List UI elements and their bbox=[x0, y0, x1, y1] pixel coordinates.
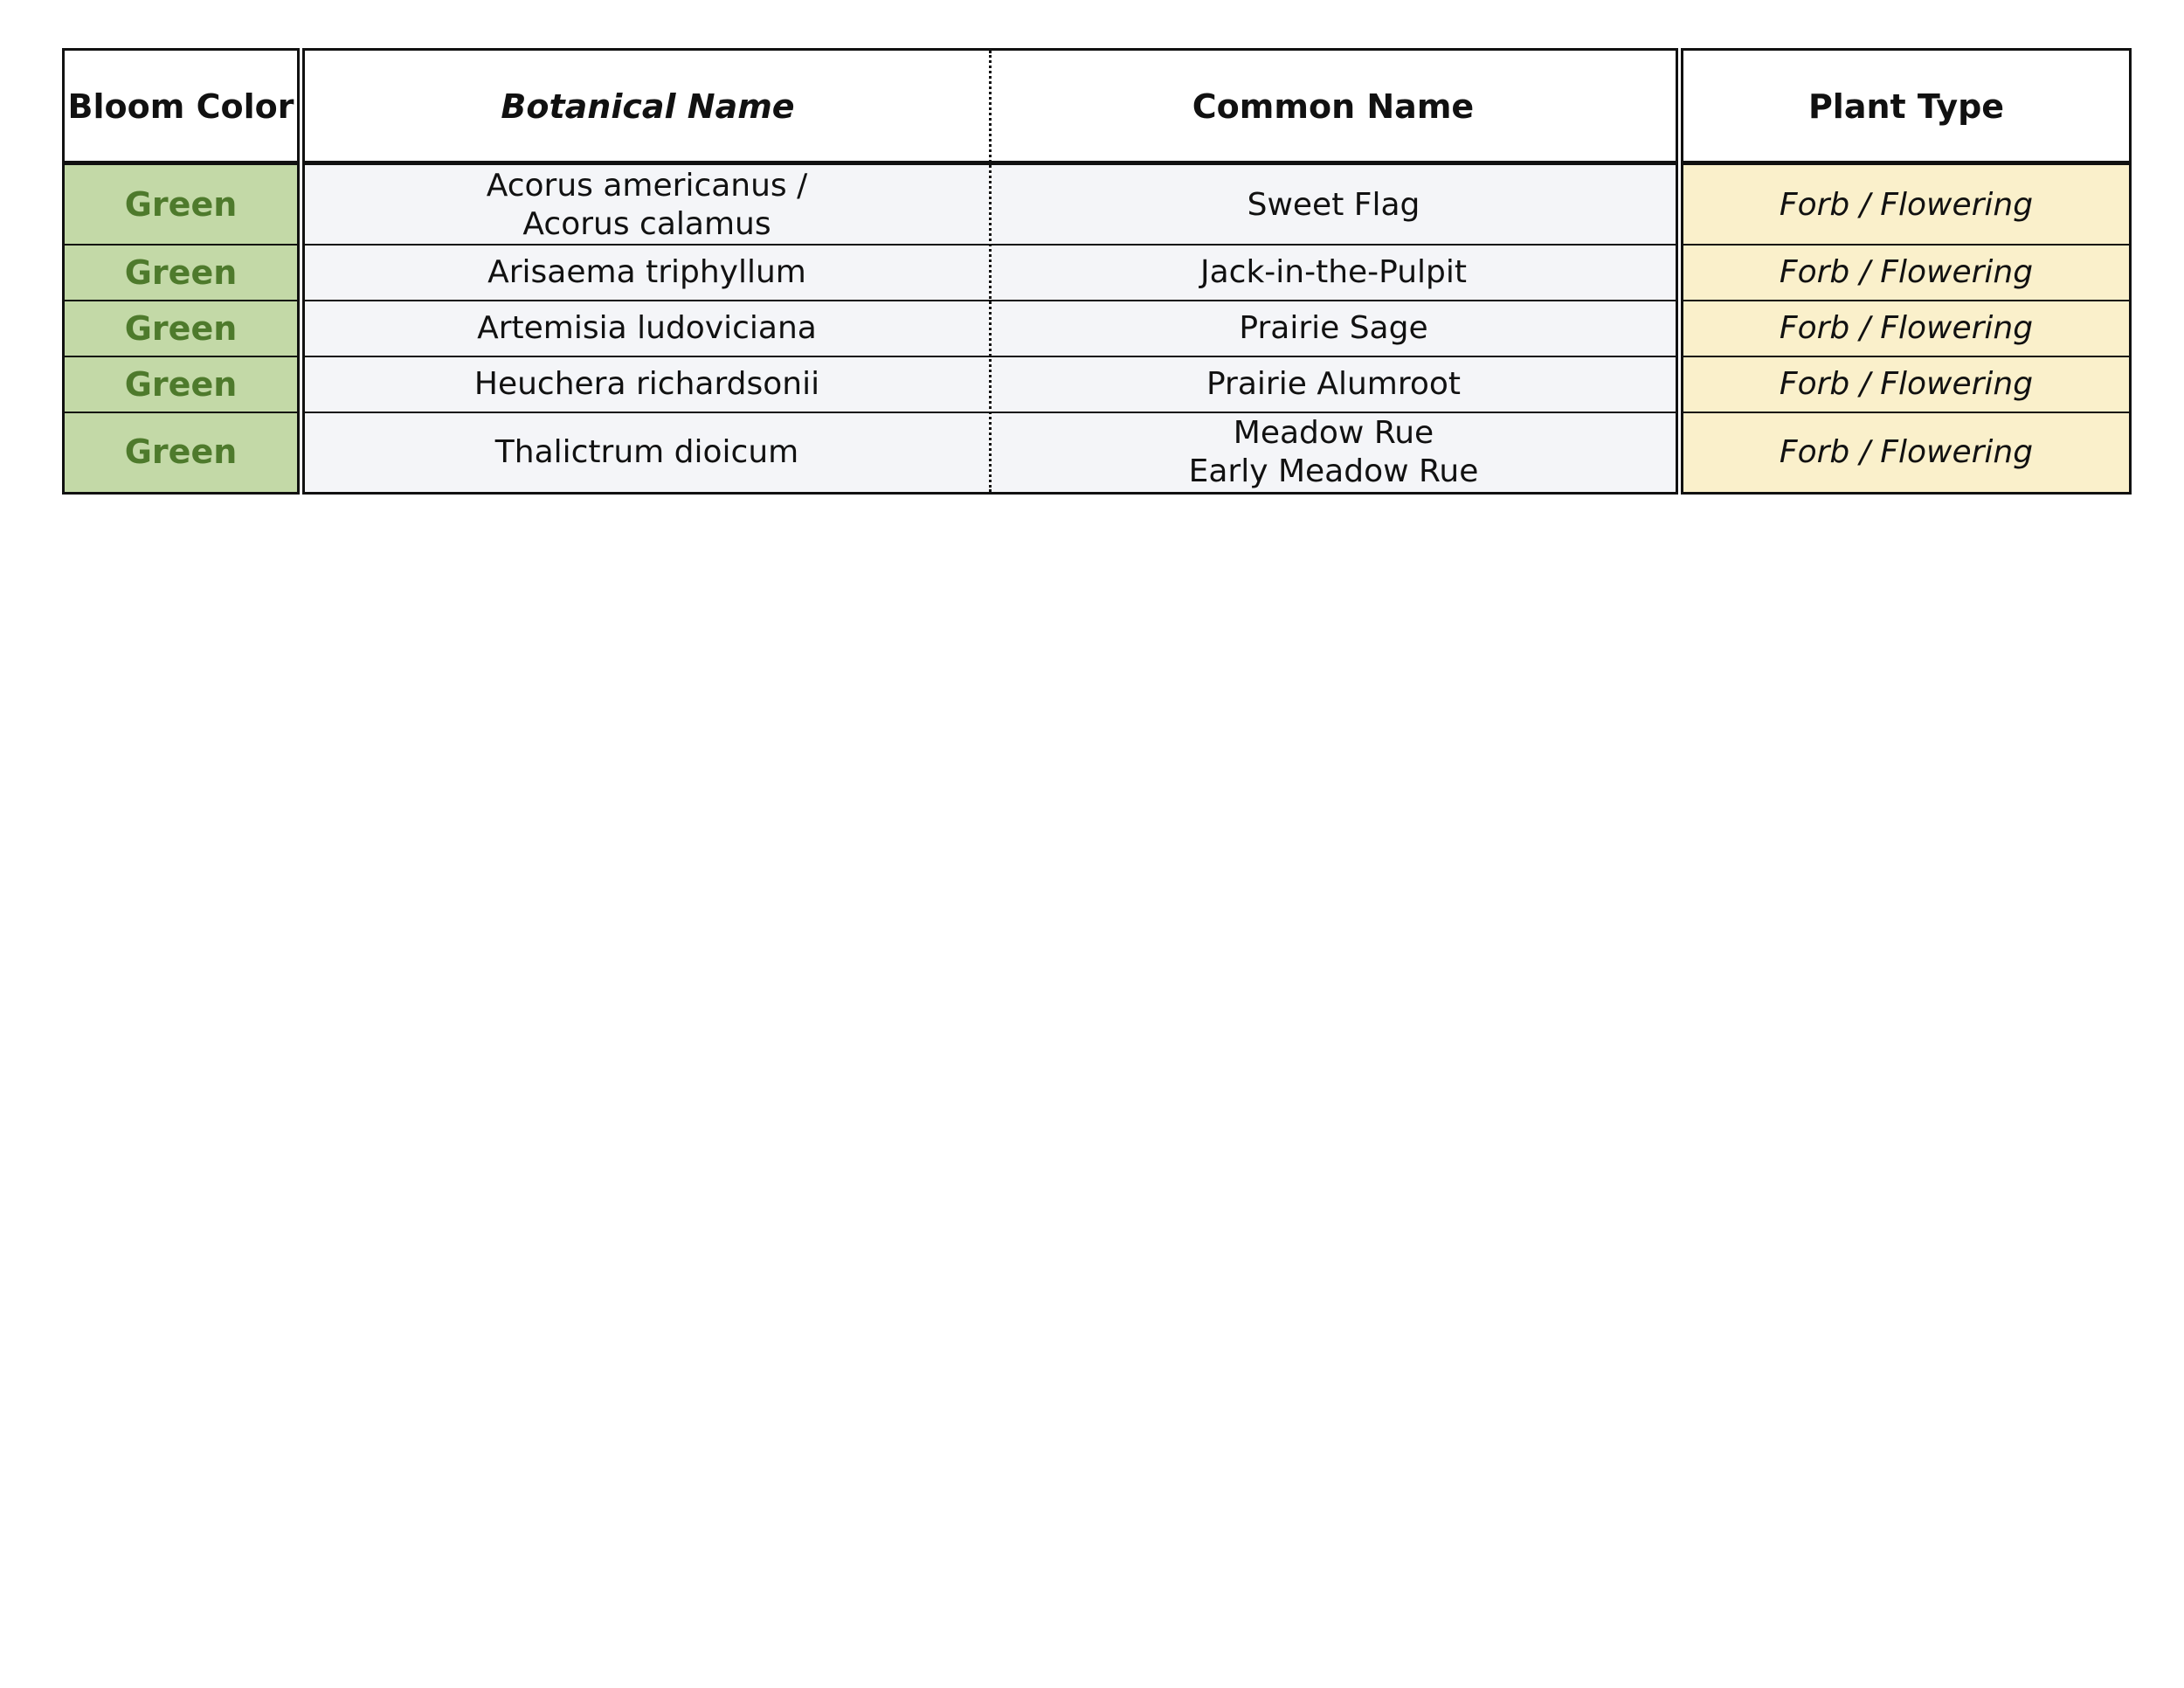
row-divider bbox=[65, 412, 297, 413]
plant-type-cell: Forb / Flowering bbox=[1683, 356, 2129, 412]
plant-type-cell: Forb / Flowering bbox=[1683, 165, 2129, 245]
header-bloom-color: Bloom Color bbox=[67, 86, 294, 126]
plant-type-cell: Forb / Flowering bbox=[1683, 301, 2129, 356]
header-common-name: Common Name bbox=[1192, 86, 1475, 126]
common-name-cell: Prairie Sage bbox=[992, 301, 1676, 356]
bloom-color-table bbox=[62, 48, 300, 495]
common-name-cell: Prairie Alumroot bbox=[992, 356, 1676, 412]
botanical-name-cell: Thalictrum dioicum bbox=[305, 412, 989, 492]
bloom-color-cell: Green bbox=[65, 301, 297, 356]
botanical-name-cell: Acorus americanus / Acorus calamus bbox=[305, 165, 989, 245]
common-name-cell: Meadow Rue Early Meadow Rue bbox=[992, 412, 1676, 492]
botanical-name-cell: Heuchera richardsonii bbox=[305, 356, 989, 412]
row-divider bbox=[65, 244, 297, 246]
names-table bbox=[302, 48, 1678, 495]
row-divider bbox=[1683, 244, 2129, 246]
botanical-name-cell: Arisaema triphyllum bbox=[305, 245, 989, 301]
plant-type-cell: Forb / Flowering bbox=[1683, 412, 2129, 492]
column-divider-dotted bbox=[989, 51, 992, 492]
row-divider bbox=[1683, 412, 2129, 413]
row-divider bbox=[1683, 300, 2129, 301]
bloom-color-cell: Green bbox=[65, 245, 297, 301]
row-divider bbox=[65, 356, 297, 357]
bloom-color-cell: Green bbox=[65, 412, 297, 492]
plant-type-cell: Forb / Flowering bbox=[1683, 245, 2129, 301]
common-name-cell: Jack-in-the-Pulpit bbox=[992, 245, 1676, 301]
header-botanical-name: Botanical Name bbox=[501, 86, 795, 126]
header-plant-type: Plant Type bbox=[1807, 86, 2005, 126]
bloom-color-cell: Green bbox=[65, 356, 297, 412]
bloom-color-cell: Green bbox=[65, 165, 297, 245]
plant-type-table bbox=[1681, 48, 2132, 495]
row-divider bbox=[65, 300, 297, 301]
botanical-name-cell: Artemisia ludoviciana bbox=[305, 301, 989, 356]
common-name-cell: Sweet Flag bbox=[992, 165, 1676, 245]
row-divider bbox=[1683, 356, 2129, 357]
